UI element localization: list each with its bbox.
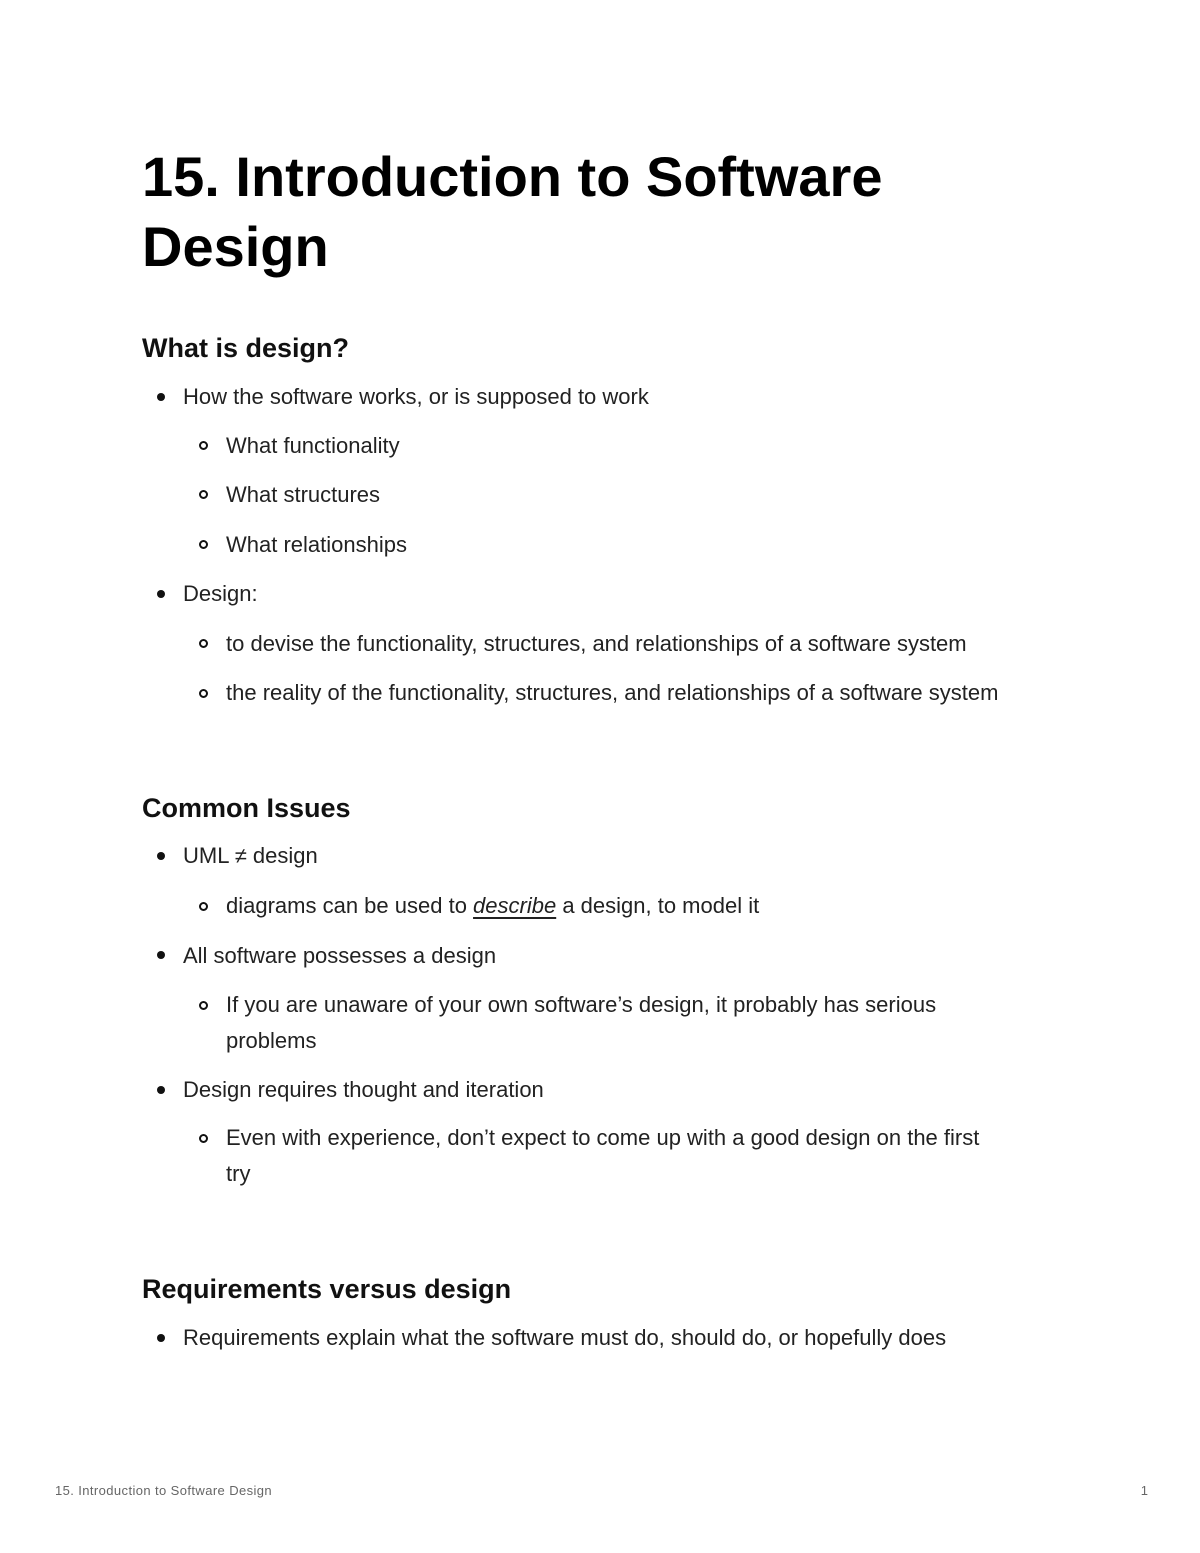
section-heading-requirements-versus-design: Requirements versus design [142, 1274, 512, 1304]
sub-list-item: to devise the functionality, structures, and relationships of a software system [226, 631, 967, 656]
section-heading-what-is-design: What is design? [142, 333, 350, 363]
sub-list-item [226, 1120, 1056, 1192]
bullet-icon [157, 393, 165, 401]
hollow-bullet-icon [199, 689, 208, 698]
list-item: UML ≠ design [183, 843, 318, 868]
section-heading-common-issues: Common Issues [142, 793, 351, 823]
text-line: problems [226, 1028, 317, 1053]
text-line: If you are unaware of your own software’s design, it probably has serious [226, 992, 937, 1017]
text-line: try [226, 1161, 251, 1186]
sub-list-item: What functionality [226, 433, 400, 458]
hollow-bullet-icon [199, 639, 208, 648]
sub-list-item [226, 987, 1056, 1059]
list-item: Design requires thought and iteration [183, 1077, 544, 1102]
bullet-icon [157, 1334, 165, 1342]
bullet-icon [157, 951, 165, 959]
text-line: Even with experience, don’t expect to come up with a good design on the first [226, 1125, 980, 1150]
list-item: Requirements explain what the software must do, should do, or hopefully does [183, 1325, 947, 1350]
hollow-bullet-icon [199, 902, 208, 911]
hollow-bullet-icon [199, 540, 208, 549]
list-item: All software possesses a design [183, 943, 497, 968]
hollow-bullet-icon [199, 1001, 208, 1010]
text-run: a design, to model it [556, 893, 760, 918]
emphasized-word: describe [473, 893, 557, 918]
bullet-icon [157, 1086, 165, 1094]
page-number: 1 [1140, 1483, 1148, 1498]
text-run: diagrams can be used to [226, 893, 474, 918]
sub-list-item: What structures [226, 482, 381, 507]
bullet-icon [157, 852, 165, 860]
sub-list-item [226, 888, 1056, 924]
sub-list-item: the reality of the functionality, structures, and relationships of a software system [226, 680, 999, 705]
sub-list-item: What relationships [226, 532, 407, 557]
footer-title: 15. Introduction to Software Design [55, 1483, 273, 1498]
hollow-bullet-icon [199, 490, 208, 499]
hollow-bullet-icon [199, 1134, 208, 1143]
list-item: How the software works, or is supposed to work [183, 384, 649, 409]
bullet-icon [157, 590, 165, 598]
hollow-bullet-icon [199, 441, 208, 450]
list-item: Design: [183, 581, 258, 606]
page-title: 15. Introduction to Software Design [142, 145, 883, 278]
